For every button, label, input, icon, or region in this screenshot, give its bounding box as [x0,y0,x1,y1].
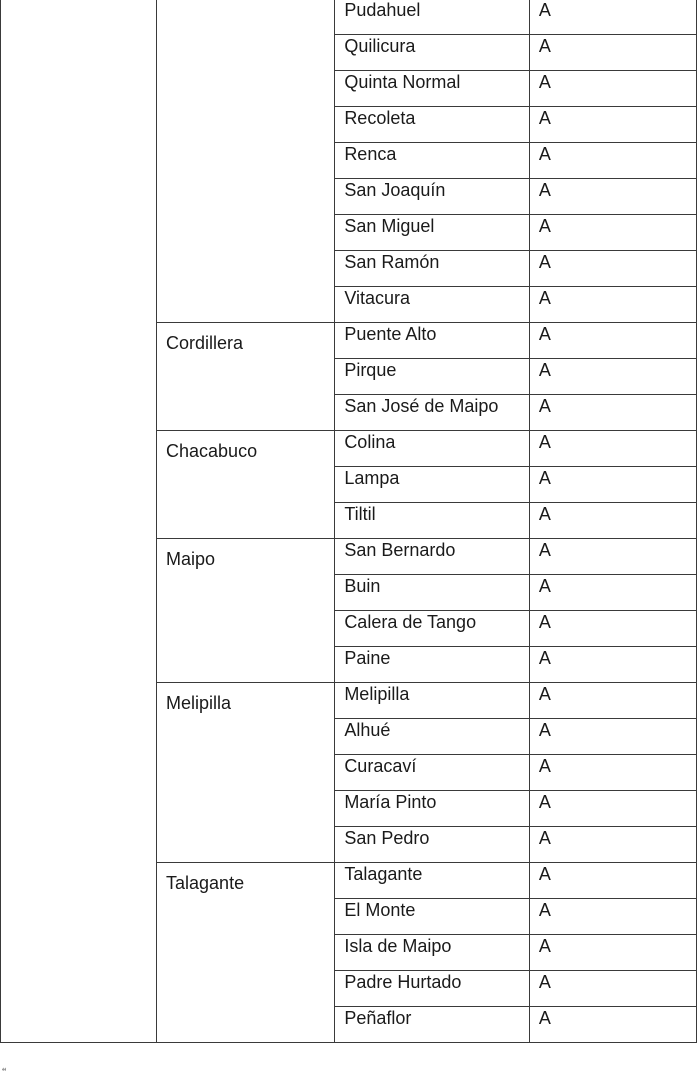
commune-cell: Quilicura [335,35,530,71]
classification-cell: A [529,359,696,395]
classification-cell: A [529,107,696,143]
commune-cell: San José de Maipo [335,395,530,431]
classification-cell: A [529,467,696,503]
communes-table-body [1,0,697,1043]
province-cell: Talagante [157,863,335,1043]
commune-cell: Padre Hurtado [335,971,530,1007]
province-cell [157,0,335,323]
classification-cell: A [529,935,696,971]
commune-cell: Colina [335,431,530,467]
commune-cell: Tiltil [335,503,530,539]
classification-cell: A [529,1007,696,1043]
commune-cell: Recoleta [335,107,530,143]
commune-cell: Peñaflor [335,1007,530,1043]
commune-cell: El Monte [335,899,530,935]
commune-cell: San Miguel [335,215,530,251]
classification-cell: A [529,647,696,683]
classification-cell: A [529,287,696,323]
classification-cell: A [529,395,696,431]
classification-cell: A [529,719,696,755]
classification-cell: A [529,827,696,863]
commune-cell: Isla de Maipo [335,935,530,971]
commune-cell: Calera de Tango [335,611,530,647]
classification-cell: A [529,179,696,215]
commune-cell: Renca [335,143,530,179]
closing-quote-mark: “ [2,1067,7,1078]
commune-cell: Pirque [335,359,530,395]
classification-cell: A [529,35,696,71]
commune-cell: San Joaquín [335,179,530,215]
classification-cell: A [529,431,696,467]
commune-cell: Quinta Normal [335,71,530,107]
classification-cell: A [529,683,696,719]
classification-cell: A [529,863,696,899]
commune-cell: María Pinto [335,791,530,827]
province-cell: Chacabuco [157,431,335,539]
commune-cell: Buin [335,575,530,611]
commune-cell: San Pedro [335,827,530,863]
classification-cell: A [529,791,696,827]
commune-cell: San Ramón [335,251,530,287]
commune-cell: Pudahuel [335,0,530,35]
commune-cell: Puente Alto [335,323,530,359]
classification-cell: A [529,755,696,791]
classification-cell: A [529,71,696,107]
classification-cell: A [529,215,696,251]
classification-cell: A [529,251,696,287]
province-cell: Melipilla [157,683,335,863]
commune-cell: Paine [335,647,530,683]
classification-cell: A [529,323,696,359]
classification-cell: A [529,539,696,575]
province-cell: Cordillera [157,323,335,431]
classification-cell: A [529,899,696,935]
classification-cell: A [529,611,696,647]
classification-cell: A [529,0,696,35]
classification-cell: A [529,575,696,611]
region-cell [1,0,157,1043]
classification-cell: A [529,971,696,1007]
province-cell: Maipo [157,539,335,683]
commune-cell: Talagante [335,863,530,899]
commune-cell: Lampa [335,467,530,503]
commune-cell: San Bernardo [335,539,530,575]
classification-cell: A [529,143,696,179]
commune-cell: Alhué [335,719,530,755]
classification-cell: A [529,503,696,539]
commune-cell: Vitacura [335,287,530,323]
table-row [1,0,697,35]
commune-cell: Melipilla [335,683,530,719]
commune-cell: Curacaví [335,755,530,791]
